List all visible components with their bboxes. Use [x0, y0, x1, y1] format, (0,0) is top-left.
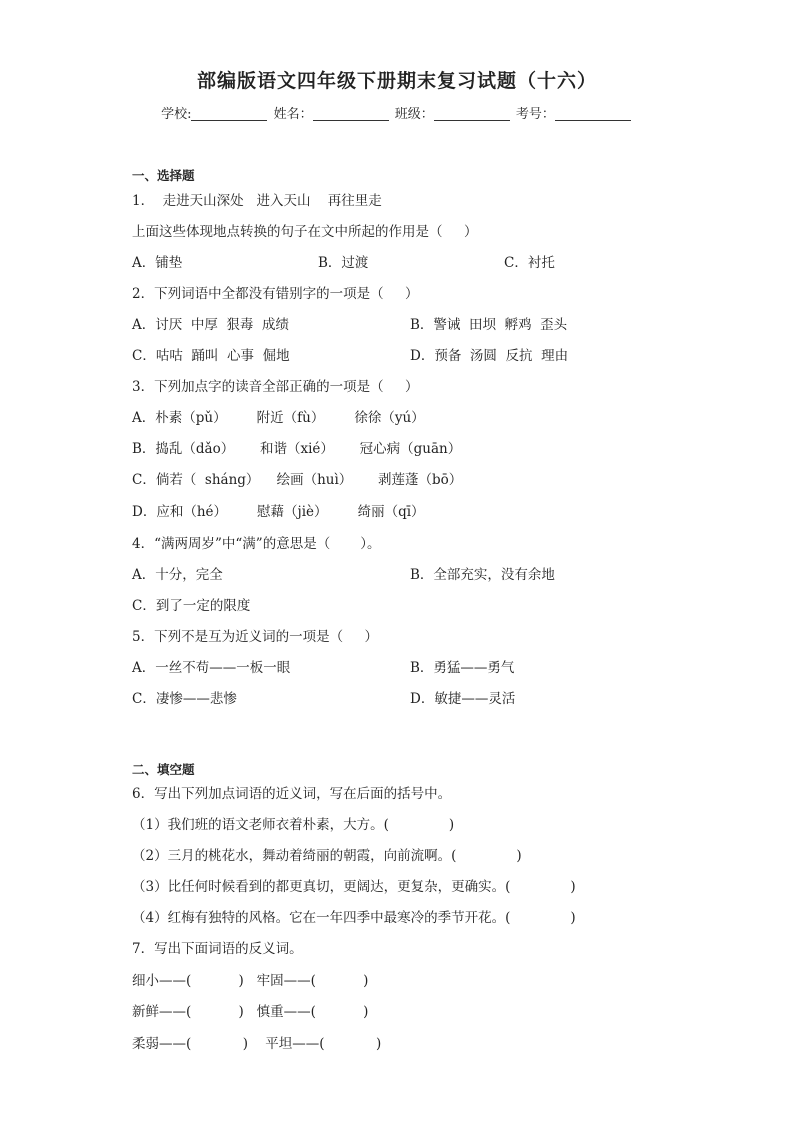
- q4-option-b[interactable]: B．全部充实，没有余地: [410, 567, 555, 583]
- q1-option-c[interactable]: C．衬托: [504, 255, 555, 271]
- q3-option-c[interactable]: C．倘若（ sháng） 绘画（huì） 剥莲蓬（bō）: [132, 472, 463, 488]
- q4-option-c[interactable]: C．到了一定的限度: [132, 598, 251, 614]
- q6-item-1[interactable]: （1）我们班的语文老师衣着朴素，大方。( ): [132, 817, 455, 833]
- page-title: 部编版语文四年级下册期末复习试题（十六）: [196, 70, 597, 92]
- exam-no-blank[interactable]: [555, 106, 631, 121]
- q6-stem: 6．写出下列加点词语的近义词，写在后面的括号中。: [132, 786, 452, 802]
- q2-option-a[interactable]: A．讨厌 中厚 狠毒 成绩: [132, 317, 289, 333]
- name-label: 姓名：: [273, 107, 313, 122]
- q3-option-a[interactable]: A．朴素（pǔ） 附近（fù） 徐徐（yú）: [132, 410, 425, 426]
- school-label: 学校:: [161, 107, 192, 122]
- q6-item-4[interactable]: （4）红梅有独特的风格。它在一年四季中最寒冷的季节开花。( ): [132, 910, 576, 926]
- q1-stem: 1． 走进天山深处 进入天山 再往里走: [132, 193, 382, 209]
- q1-option-a[interactable]: A．铺垫: [132, 255, 183, 271]
- q2-option-c[interactable]: C．咕咕 踊叫 心事 倔地: [132, 348, 290, 364]
- section-heading-fill: 二、填空题: [132, 762, 195, 777]
- q6-item-3[interactable]: （3）比任何时候看到的都更真切，更阔达，更复杂，更确实。( ): [132, 879, 576, 895]
- q5-option-d[interactable]: D．敏捷——灵活: [410, 691, 516, 707]
- q2-stem: 2．下列词语中全都没有错别字的一项是（ ）: [132, 286, 419, 302]
- q5-option-c[interactable]: C．凄惨——悲惨: [132, 691, 237, 707]
- q2-option-b[interactable]: B．警诫 田坝 孵鸡 歪头: [410, 317, 568, 333]
- school-blank[interactable]: [191, 106, 267, 121]
- q5-stem: 5．下列不是互为近义词的一项是（ ）: [132, 629, 379, 645]
- class-blank[interactable]: [434, 106, 510, 121]
- q7-row-1[interactable]: 细小——( ) 牢固——( ): [132, 973, 369, 989]
- q3-option-b[interactable]: B．捣乱（dǎo） 和谐（xié） 冠心病（guān）: [132, 441, 462, 457]
- q1-option-b[interactable]: B．过渡: [318, 255, 369, 271]
- q7-row-2[interactable]: 新鲜——( ) 慎重——( ): [132, 1004, 369, 1020]
- q5-option-a[interactable]: A．一丝不苟——一板一眼: [132, 660, 291, 676]
- section-heading-choice: 一、选择题: [132, 168, 195, 183]
- q7-stem: 7．写出下面词语的反义词。: [132, 941, 303, 957]
- q3-stem: 3．下列加点字的读音全部正确的一项是（ ）: [132, 379, 419, 395]
- q4-option-a[interactable]: A．十分，完全: [132, 567, 223, 583]
- name-blank[interactable]: [313, 106, 389, 121]
- exam-no-label: 考号：: [515, 107, 555, 122]
- student-info-line: [0, 103, 794, 122]
- q4-stem: 4．“满两周岁”中“满”的意思是（ ）。: [132, 536, 381, 552]
- q7-row-3[interactable]: 柔弱——( ) 平坦——( ): [132, 1036, 382, 1052]
- q5-option-b[interactable]: B．勇猛——勇气: [410, 660, 515, 676]
- q3-option-d[interactable]: D．应和（hé） 慰藉（jiè） 绮丽（qī）: [132, 504, 425, 520]
- q1-sub: 上面这些体现地点转换的句子在文中所起的作用是（ ）: [132, 224, 478, 240]
- q6-item-2[interactable]: （2）三月的桃花水，舞动着绮丽的朝霞，向前流啊。( ): [132, 848, 522, 864]
- class-label: 班级：: [394, 107, 434, 122]
- q2-option-d[interactable]: D．预备 汤圆 反抗 理由: [410, 348, 569, 364]
